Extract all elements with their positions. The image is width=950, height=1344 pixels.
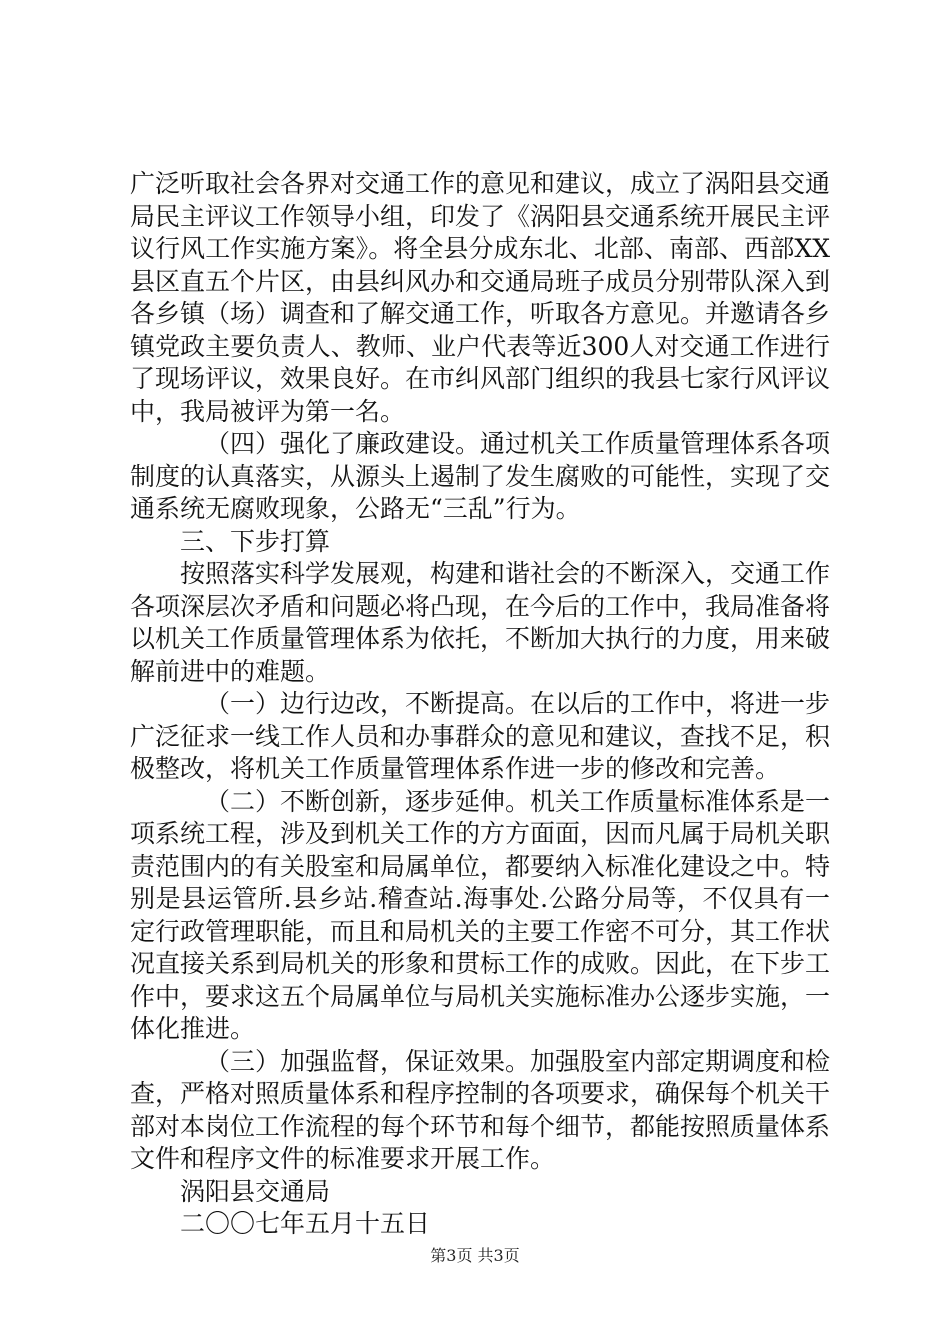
paragraph-next-plan-intro: 按照落实科学发展观，构建和谐社会的不断深入，交通工作各项深层次矛盾和问题必将凸现，在今后的工作中，我局准备将以机关工作质量管理体系为依托，不断加大执行的力度，用来破解前进中的难题。 bbox=[130, 559, 831, 686]
paragraph-item-2: （二）不断创新，逐步延伸。机关工作质量标准体系是一项系统工程，涉及到机关工作的方方面面，因而凡属于局机关职责范围内的有关股室和局属单位，都要纳入标准化建设之中。特别是县运管所.县乡站.稽查站.海事处.公路分局等，不仅具有一定行政管理职能，而且和局机关的主要工作密不可分，其工作状况直接关系到局机关的形象和贯标工作的成败。因此，在下步工作中，要求这五个局属单位与局机关实施标准办公逐步实施，一体化推进。 bbox=[130, 786, 831, 1043]
document-body bbox=[130, 168, 830, 1241]
signature-organization: 涡阳县交通局 bbox=[180, 1176, 331, 1206]
paragraph-item-1: （一）边行边改，不断提高。在以后的工作中，将进一步广泛征求一线工作人员和办事群众的意见和建议，查找不足，积极整改，将机关工作质量管理体系作进一步的修改和完善。 bbox=[130, 689, 831, 783]
page-number-label: 第3页 共3页 bbox=[430, 1246, 520, 1265]
page-footer bbox=[0, 1243, 950, 1266]
section-heading-next-plan: 三、下步打算 bbox=[180, 526, 331, 556]
signature-date: 二〇〇七年五月十五日 bbox=[180, 1209, 431, 1238]
paragraph-section-4: （四）强化了廉政建设。通过机关工作质量管理体系各项制度的认真落实，从源头上遏制了发生腐败的可能性，实现了交通系统无腐败现象，公路无“三乱”行为。 bbox=[130, 429, 831, 523]
paragraph-item-3: （三）加强监督，保证效果。加强股室内部定期调度和检查，严格对照质量体系和程序控制的各项要求，确保每个机关干部对本岗位工作流程的每个环节和每个细节，都能按照质量体系文件和程序文件的标准要求开展工作。 bbox=[130, 1046, 831, 1173]
paragraph-continuation: 广泛听取社会各界对交通工作的意见和建议，成立了涡阳县交通局民主评议工作领导小组，印发了《涡阳县交通系统开展民主评议行风工作实施方案》。将全县分成东北、北部、南部、西部XX县区直五个片区，由县纠风办和交通局班子成员分别带队深入到各乡镇（场）调查和了解交通工作，听取各方意见。并邀请各乡镇党政主要负责人、教师、业户代表等近300人对交通工作进行了现场评议，效果良好。在市纠风部门组织的我县七家行风评议中，我局被评为第一名。 bbox=[130, 169, 831, 426]
